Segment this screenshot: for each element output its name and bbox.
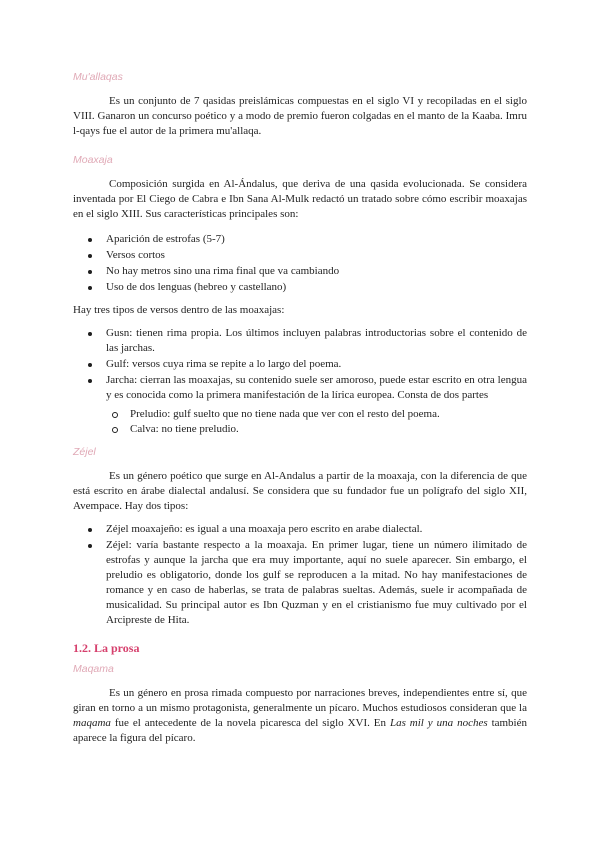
section-heading-moaxaja: Moaxaja: [73, 154, 113, 166]
jarcha-parts-list: [73, 407, 527, 437]
list-item: Uso de dos lenguas (hebreo y castellano): [73, 280, 527, 295]
moaxaja-features-list: [73, 232, 527, 295]
section-heading-zejel: Zéjel: [73, 446, 96, 458]
section-heading-maqama: Maqama: [73, 663, 114, 675]
maqama-text-c: también aparece la figura del pícaro.: [73, 717, 527, 744]
list-item: Zéjel moaxajeño: es igual a una moaxaja pero escrito en arabe dialectal.: [73, 522, 527, 537]
list-item: Versos cortos: [73, 248, 527, 263]
maqama-text-b: fue el antecedente de la novela picaresca del siglo XVI. En: [110, 717, 390, 729]
list-item: Zéjel: varía bastante respecto a la moaxaja. En primer lugar, tiene un número ilimitado de estrofas y aunque la jarcha que era muy importante, aquí no suele aparecer. Sin embargo, el preludio es obligatorio, donde los gulf se reproducen a la mitad. No hay manifestaciones de romance y en caso de haberlas, se trata de palabras sueltas. Además, suele ir acompañada de musicalidad. Su principal autor es Ibn Quzman y en el cristianismo fue muy cultivado por el Arcipreste de Hita.: [73, 538, 527, 628]
list-item: Gulf: versos cuya rima se repite a lo largo del poema.: [73, 357, 527, 372]
list-item: [73, 373, 527, 403]
maqama-term-italic: maqama: [73, 717, 111, 729]
page-content: [73, 70, 527, 752]
paragraph-moaxaja-intro: Composición surgida en Al-Ándalus, que deriva de una qasida evolucionada. Se considera inventada por El Ciego de Cabra e Ibn Sana Al-Mulk redactó un tratado sobre cómo escribir moaxajas en el siglo XIII. Sus características principales son:: [73, 178, 527, 220]
list-item: Gusn: tienen rima propia. Los últimos incluyen palabras introductorias sobre el contenido de las jarchas.: [73, 326, 527, 356]
paragraph-maqama: [73, 686, 527, 746]
maqama-text-a: Es un género en prosa rimada compuesto por narraciones breves, independientes entre sí, que giran en torno a un mismo protagonista, generalmente un pícaro. Muchos estudiosos consideran que la: [73, 687, 527, 714]
paragraph-muallaqas: Es un conjunto de 7 qasidas preislámicas compuestas en el siglo VI y recopiladas en el siglo VIII. Ganaron un concurso poético y a modo de premio fueron colgadas en el manto de la Kaaba. Imru l-qays fue el autor de la primera mu'allaqa.: [73, 95, 527, 137]
list-item: No hay metros sino una rima final que va cambiando: [73, 264, 527, 279]
book-title-italic: Las mil y una noches: [389, 717, 488, 729]
section-heading-muallaqas: Mu'allaqas: [73, 71, 123, 83]
paragraph-zejel: Es un género poético que surge en Al-Andalus a partir de la moaxaja, con la diferencia de que está escrito en árabe dialectal andalusí. Se considera que su fundador fue un polígrafo del siglo XII, Avempace. Hay dos tipos:: [73, 470, 527, 512]
section-heading-prosa: 1.2. La prosa: [73, 641, 140, 655]
paragraph-moaxaja-types-intro: Hay tres tipos de versos dentro de las moaxajas:: [73, 304, 285, 316]
zejel-types-list: [73, 522, 527, 628]
sub-list-item: Preludio: gulf suelto que no tiene nada que ver con el resto del poema.: [106, 407, 527, 422]
moaxaja-types-list: [73, 326, 527, 403]
list-item-text: Jarcha: cierran las moaxajas, su contenido suele ser amoroso, puede estar escrito en otra lengua y es conocida como la primera manifestación de la lírica europea. Consta de dos partes: [106, 374, 527, 401]
list-item: Aparición de estrofas (5-7): [73, 232, 527, 247]
sub-list-item: Calva: no tiene preludio.: [106, 422, 527, 437]
